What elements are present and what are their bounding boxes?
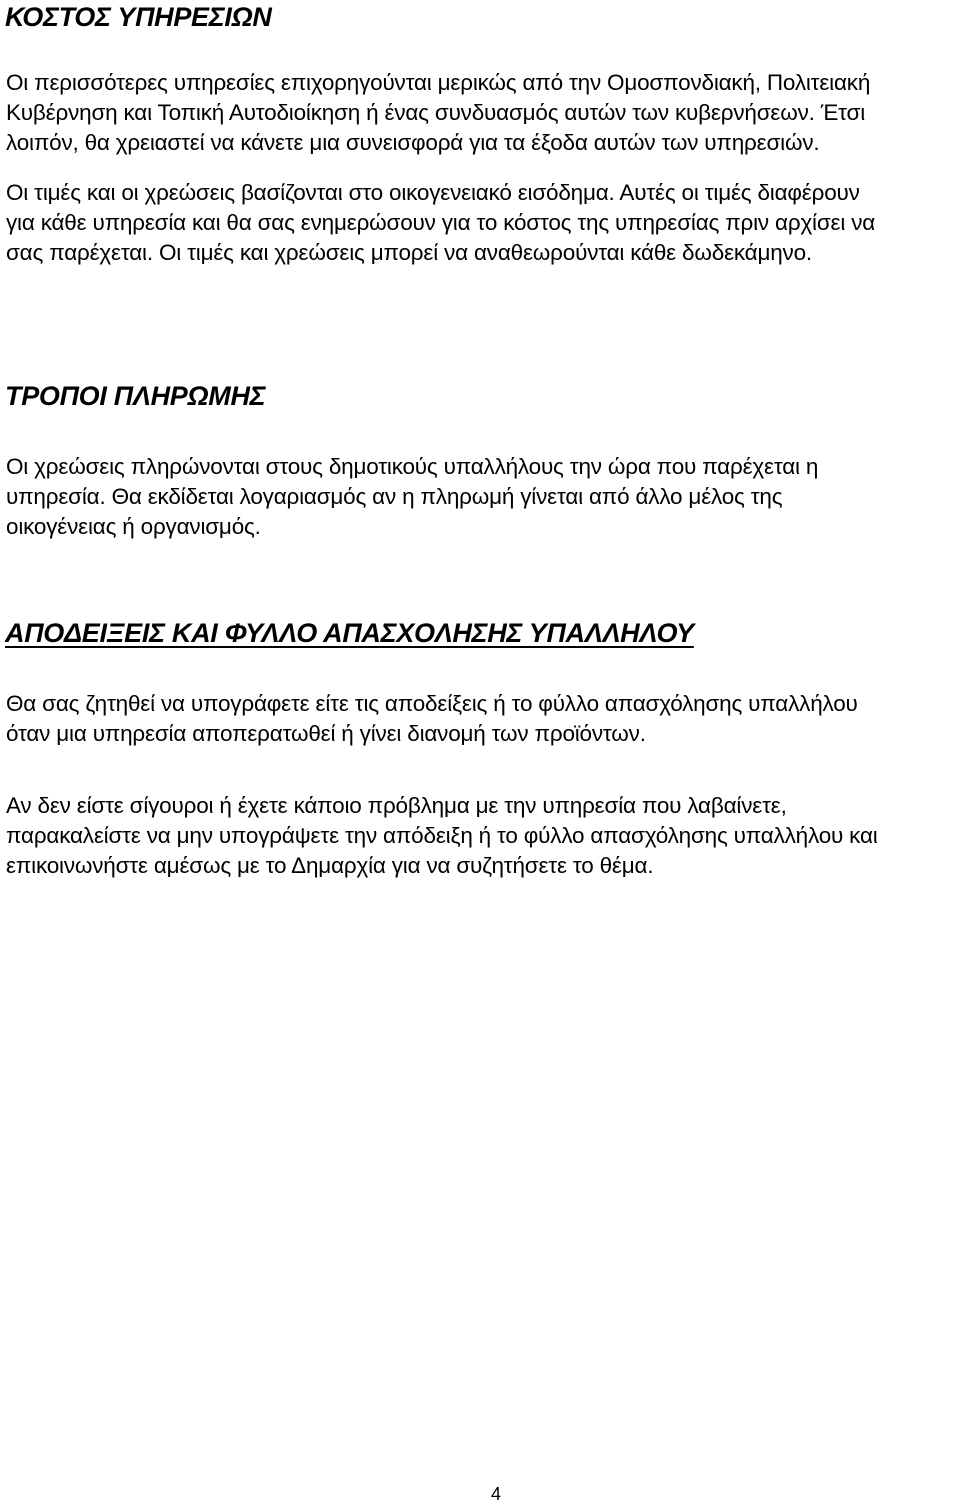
text-line: Θα σας ζητηθεί να υπογράφετε είτε τις αποδείξεις ή το φύλλο απασχόλησης υπαλλήλου [6,691,858,716]
heading-cost-of-services: ΚΟΣΤΟΣ ΥΠΗΡΕΣΙΩΝ [5,2,272,32]
text-line: Αν δεν είστε σίγουροι ή έχετε κάποιο πρόβλημα με την υπηρεσία που λαβαίνετε, [6,793,787,818]
paragraph-receipts-sign [6,689,956,749]
paragraph-cost-subsidy [6,68,956,158]
text-line: λοιπόν, θα χρειαστεί να κάνετε μια συνεισφορά για τα έξοδα αυτών των υπηρεσιών. [6,130,820,155]
text-line: σας παρέχεται. Οι τιμές και χρεώσεις μπορεί να αναθεωρούνται κάθε δωδεκάμηνο. [6,240,812,265]
text-line: Οι χρεώσεις πληρώνονται στους δημοτικούς υπαλλήλους την ώρα που παρέχεται η [6,454,819,479]
page-number: 4 [490,1484,501,1504]
paragraph-cost-income [6,178,956,268]
text-line: Κυβέρνηση και Τοπική Αυτοδιοίκηση ή ένας συνδυασμός αυτών των κυβερνήσεων. Έτσι [6,100,866,125]
paragraph-receipts-problem [6,791,956,881]
text-line: επικοινωνήστε αμέσως με το Δημαρχία για να συζητήσετε το θέμα. [6,853,654,878]
text-line: οικογένειας ή οργανισμός. [6,514,261,539]
paragraph-payment [6,452,956,542]
text-line: για κάθε υπηρεσία και θα σας ενημερώσουν για το κόστος της υπηρεσίας πριν αρχίσει να [6,210,876,235]
text-line: Οι περισσότερες υπηρεσίες επιχορηγούνται μερικώς από την Ομοσπονδιακή, Πολιτειακή [6,70,871,95]
heading-payment-methods: ΤΡΟΠΟΙ ΠΛΗΡΩΜΗΣ [5,381,266,411]
text-line: παρακαλείστε να μην υπογράψετε την απόδειξη ή το φύλλο απασχόλησης υπαλλήλου και [6,823,878,848]
text-line: υπηρεσία. Θα εκδίδεται λογαριασμός αν η πληρωμή γίνεται από άλλο μέλος της [6,484,783,509]
text-line: Οι τιμές και οι χρεώσεις βασίζονται στο οικογενειακό εισόδημα. Αυτές οι τιμές διαφέρουν [6,180,860,205]
text-line: όταν μια υπηρεσία αποπερατωθεί ή γίνει διανομή των προϊόντων. [6,721,646,746]
heading-receipts-timesheet: ΑΠΟΔΕΙΞΕΙΣ ΚΑΙ ΦΥΛΛΟ ΑΠΑΣΧΟΛΗΣΗΣ ΥΠΑΛΛΗΛΟΥ [5,618,694,648]
